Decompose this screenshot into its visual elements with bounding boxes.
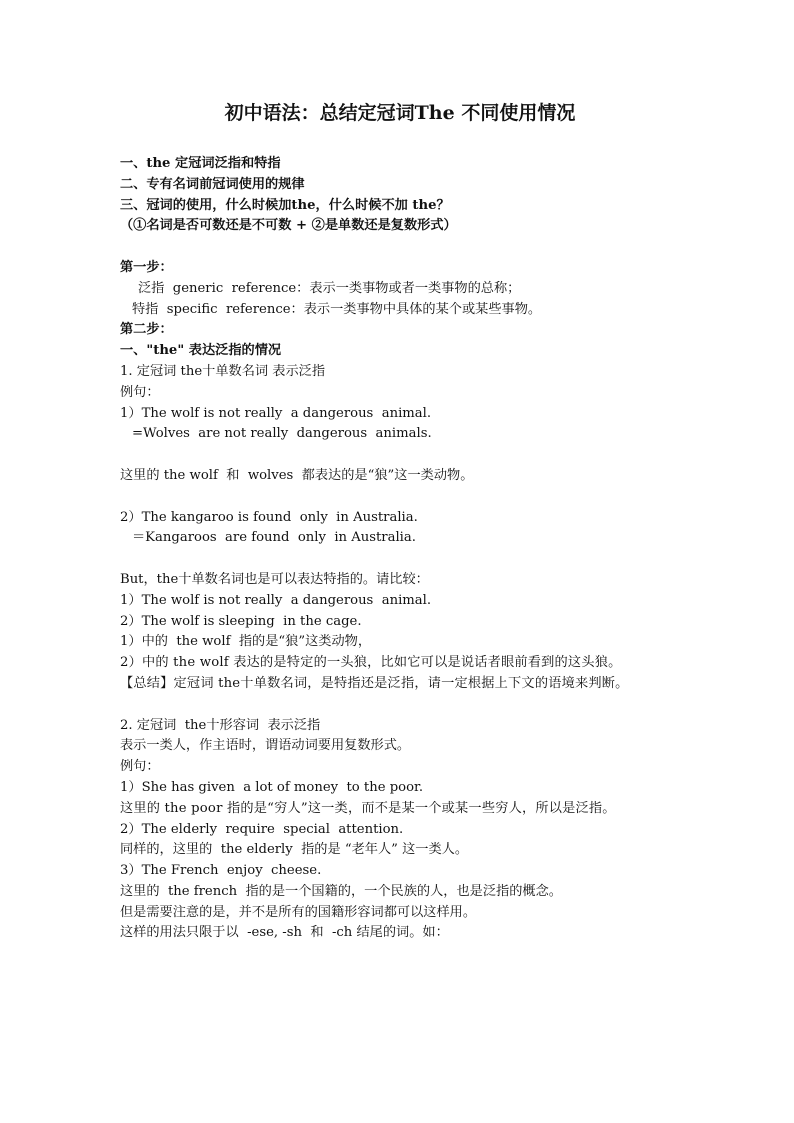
step2-heading: 第二步： bbox=[120, 322, 173, 338]
example-e3: 3）The French enjoy cheese. bbox=[120, 863, 322, 879]
example-1-note: 这里的 the wolf 和 wolves 都表达的是“狼”这一类动物。 bbox=[120, 467, 474, 483]
example-label: 例句： bbox=[120, 759, 160, 775]
spacer bbox=[120, 445, 680, 466]
example-e2-note: 同样的，这里的 the elderly 指的是 “老年人” 这一类人。 bbox=[120, 842, 469, 858]
subsection2-heading: 2. 定冠词 the十形容词 表示泛指 bbox=[120, 717, 321, 733]
example-2a: 2）The kangaroo is found only in Australia. bbox=[120, 509, 418, 525]
compare-note-1: 1）中的 the wolf 指的是“狼”这类动物， bbox=[120, 634, 372, 650]
generic-definition: 泛指 generic reference：表示一类事物或者一类事物的总称； bbox=[138, 280, 521, 296]
spacer bbox=[120, 549, 680, 570]
step1-heading: 第一步： bbox=[120, 259, 173, 275]
example-1b: =Wolves are not really dangerous animals. bbox=[132, 426, 432, 442]
document-title: 初中语法：总结定冠词The 不同使用情况 bbox=[224, 102, 576, 124]
spacer bbox=[120, 487, 680, 508]
but-paragraph: But，the十单数名词也是可以表达特指的。请比较： bbox=[120, 571, 429, 587]
example-e2: 2）The elderly require special attention. bbox=[120, 821, 404, 837]
section1-heading: 一、"the" 表达泛指的情况 bbox=[120, 343, 282, 359]
toc-item-2: 二、专有名词前冠词使用的规律 bbox=[120, 176, 305, 192]
compare-2: 2）The wolf is sleeping in the cage. bbox=[120, 613, 362, 629]
example-2b: ＝Kangaroos are found only in Australia. bbox=[132, 530, 416, 546]
example-e1: 1）She has given a lot of money to the poor. bbox=[120, 779, 424, 795]
caution-paragraph: 但是需要注意的是，并不是所有的国籍形容词都可以这样用。 bbox=[120, 904, 477, 920]
limit-paragraph: 这样的用法只限于以 -ese, -sh 和 -ch 结尾的词。如： bbox=[120, 925, 449, 941]
example-e3-note: 这里的 the french 指的是一个国籍的，一个民族的人，也是泛指的概念。 bbox=[120, 883, 562, 899]
subsection2-description: 表示一类人，作主语时，谓语动词要用复数形式。 bbox=[120, 738, 411, 754]
compare-note-2: 2）中的 the wolf 表达的是特定的一头狼，比如它可以是说话者眼前看到的这头狼。 bbox=[120, 655, 622, 671]
document-page bbox=[120, 100, 680, 944]
summary-paragraph: 【总结】定冠词 the十单数名词，是特指还是泛指，请一定根据上下文的语境来判断。 bbox=[120, 675, 629, 691]
toc-item-4: （①名词是否可数还是不可数 + ②是单数还是复数形式） bbox=[120, 218, 457, 234]
example-e1-note: 这里的 the poor 指的是“穷人”这一类，而不是某一个或某一些穷人，所以是泛指。 bbox=[120, 800, 616, 816]
spacer bbox=[120, 237, 680, 258]
spacer bbox=[120, 695, 680, 716]
specific-definition: 特指 specific reference：表示一类事物中具体的某个或某些事物。 bbox=[132, 301, 542, 317]
example-label: 例句： bbox=[120, 384, 160, 400]
toc-item-3: 三、冠词的使用，什么时候加the，什么时候不加 the？ bbox=[120, 197, 450, 213]
toc-item-1: 一、the 定冠词泛指和特指 bbox=[120, 156, 281, 171]
subsection1-heading: 1. 定冠词 the十单数名词 表示泛指 bbox=[120, 363, 326, 379]
example-1a: 1）The wolf is not really a dangerous animal. bbox=[120, 405, 432, 421]
compare-1: 1）The wolf is not really a dangerous animal. bbox=[120, 592, 432, 608]
